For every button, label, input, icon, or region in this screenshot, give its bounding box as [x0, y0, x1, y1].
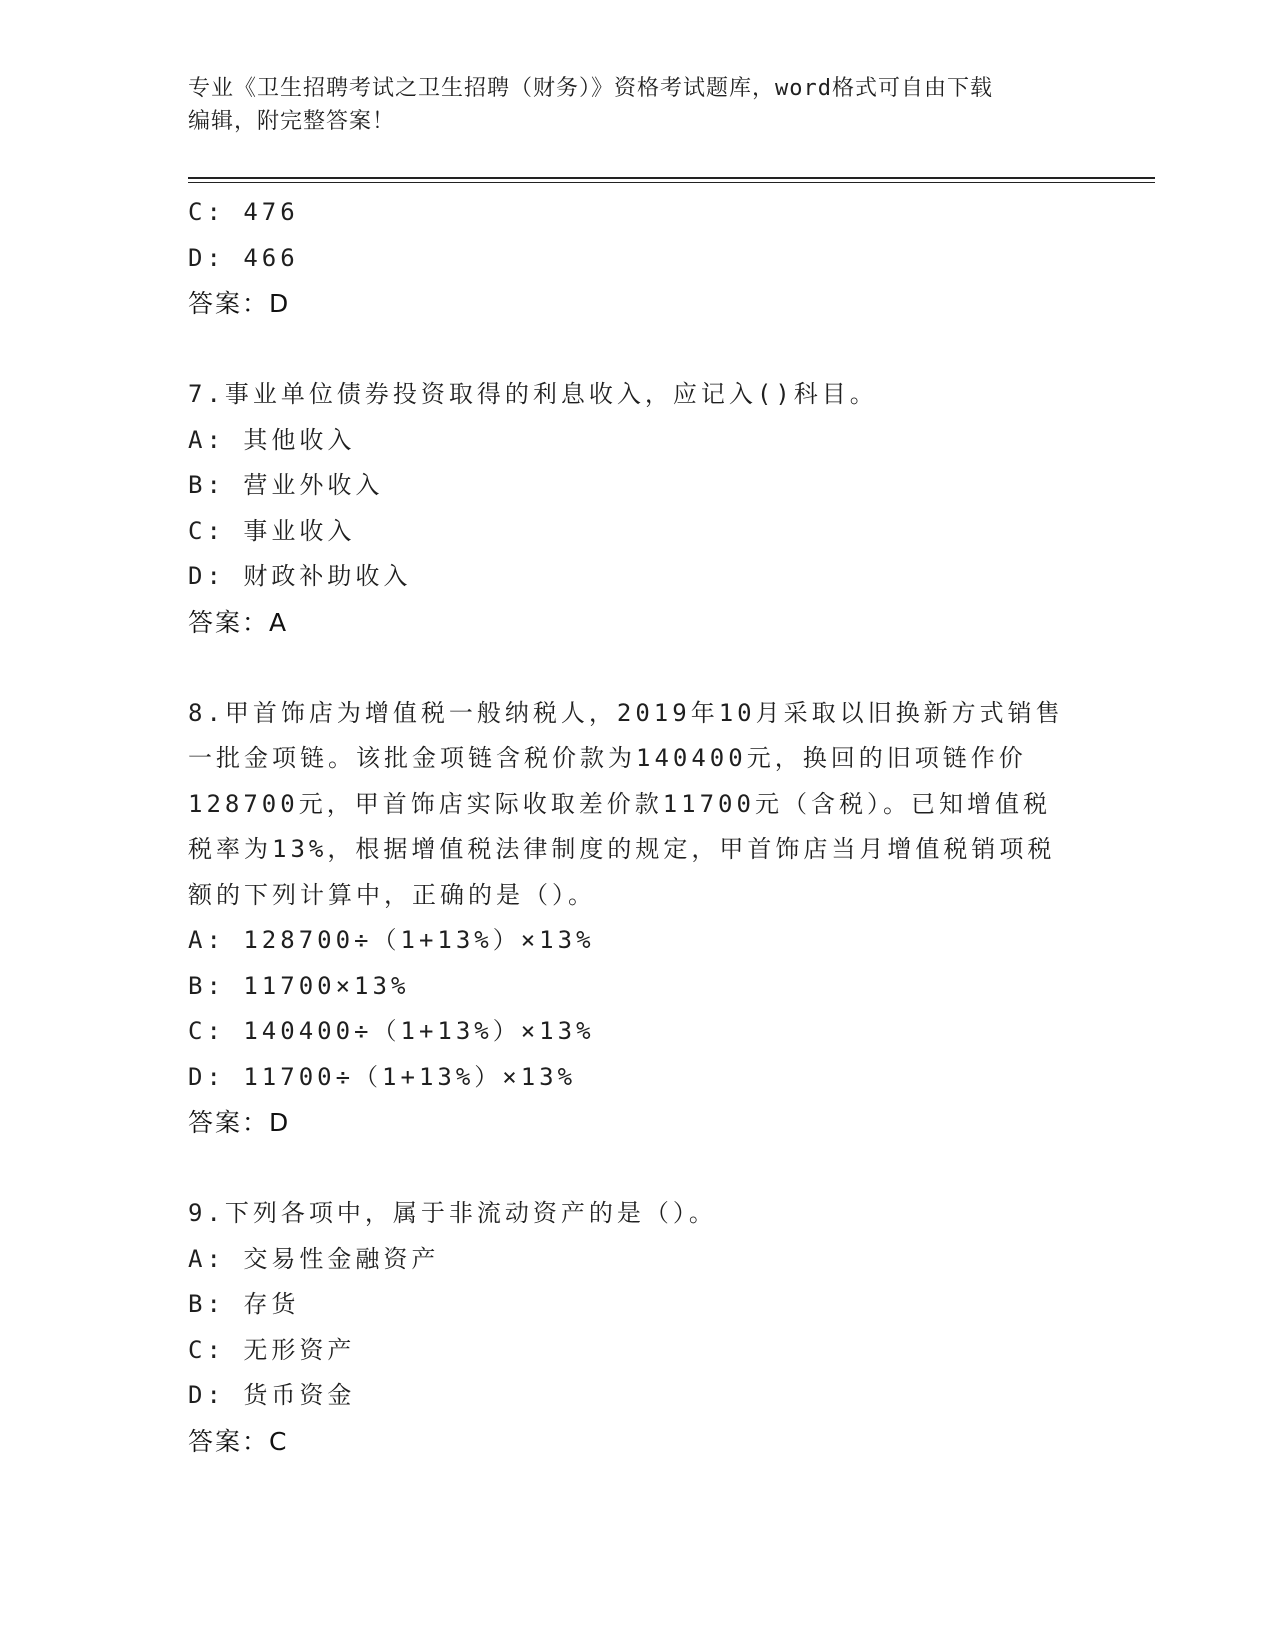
spacer [188, 327, 1088, 373]
q8-text-line-2: 一批金项链。该批金项链含税价款为140400元，换回的旧项链作价 [188, 744, 1027, 772]
q9-answer: 答案：C [188, 1426, 289, 1456]
q7-option-c: C: 事业收入 [188, 516, 356, 545]
header-line-1: 专业《卫生招聘考试之卫生招聘（财务）》资格考试题库，word格式可自由下载 [188, 76, 993, 101]
q9-option-c: C: 无形资产 [188, 1335, 356, 1364]
q8-option-a: A: 128700÷（1+13%）×13% [188, 926, 595, 954]
question-6-tail [188, 190, 1088, 327]
q8-text-line-3: 128700元，甲首饰店实际收取差价款11700元（含税）。已知增值税 [188, 789, 1051, 818]
q7-option-d: D: 财政补助收入 [188, 562, 412, 590]
question-9 [188, 1191, 1088, 1464]
q7-option-b: B: 营业外收入 [188, 471, 384, 499]
q6-option-c: C: 476 [188, 198, 299, 226]
q8-option-d: D: 11700÷（1+13%）×13% [188, 1062, 577, 1091]
q8-text-line-4: 税率为13%，根据增值税法律制度的规定，甲首饰店当月增值税销项税 [188, 835, 1056, 863]
q7-answer: 答案：A [188, 607, 289, 637]
q8-text-line-5: 额的下列计算中，正确的是（）。 [188, 880, 596, 909]
document-body [188, 190, 1088, 1464]
spacer [188, 1146, 1088, 1192]
q8-option-b: B: 11700×13% [188, 971, 410, 1000]
header-line-2: 编辑，附完整答案！ [188, 109, 396, 134]
q7-option-a: A: 其他收入 [188, 425, 356, 454]
q6-option-d: D: 466 [188, 243, 299, 272]
header-divider-thick [188, 177, 1155, 179]
q8-text-line-1: 8.甲首饰店为增值税一般纳税人，2019年10月采取以旧换新方式销售 [188, 698, 1064, 727]
question-8 [188, 691, 1088, 1146]
question-7 [188, 372, 1088, 645]
q9-text: 9.下列各项中，属于非流动资产的是（）。 [188, 1199, 717, 1227]
page-header [188, 72, 1088, 138]
header-divider-thin [188, 182, 1155, 183]
q9-option-b: B: 存货 [188, 1290, 300, 1318]
q8-option-c: C: 140400÷（1+13%）×13% [188, 1017, 595, 1045]
q9-option-a: A: 交易性金融资产 [188, 1244, 440, 1273]
q7-text: 7.事业单位债券投资取得的利息收入，应记入()科目。 [188, 380, 878, 408]
q9-option-d: D: 货币资金 [188, 1381, 356, 1409]
q6-answer: 答案：D [188, 289, 291, 318]
q8-answer: 答案：D [188, 1108, 291, 1137]
spacer [188, 645, 1088, 691]
